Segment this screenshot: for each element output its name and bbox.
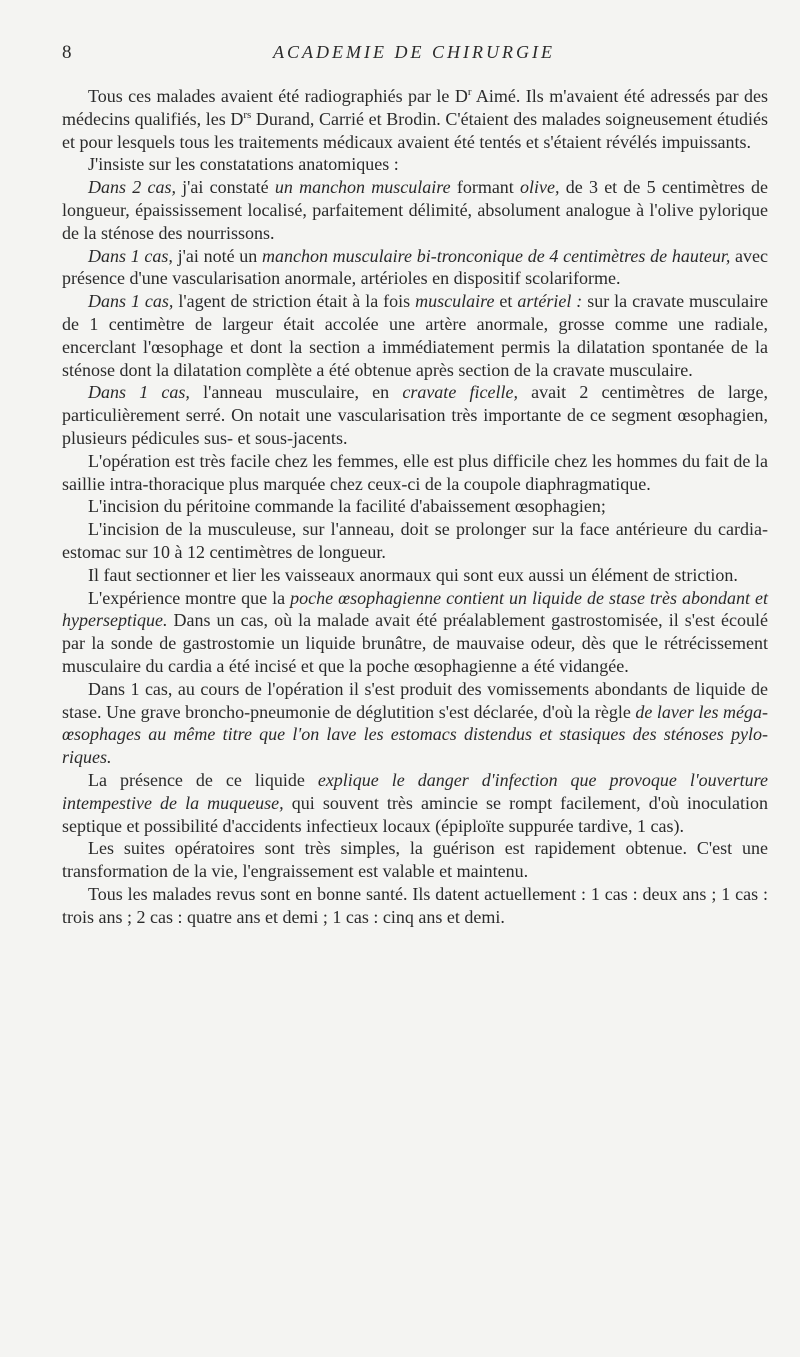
text-run: sur la cravate musculaire de 1 centimètre de largeur était accolée une artère anormale, grosse comme une radiale, encerclant l'œsophage et dont la section a immédiatement permis la dilatation spontanée de la sténose dont la dilatation complète a été obtenue après section de la cravate musculaire. [62,291,768,380]
text-run: de 3 et de 5 centimètres de longueur, épaississement localisé, parfaitement délimité, absolument analogue à l'olive pylorique de la sténose des nourrissons. [62,177,769,243]
text-run: avait 2 centimètres de large, particulièrement serré. On notait une vascularisation très importante de ce segment œsophagien, plusieurs pédicules sus- et sous-jacents. [62,382,769,448]
text-run: Il faut sectionner et lier les vaisseaux anormaux qui sont eux aussi un élément de striction. [88,564,738,585]
italic-text: olive, [520,177,560,198]
paragraph [62,564,768,587]
italic-text: de laver les méga-œsophages au même titre que l'on lave les estomacs distendus et stasiques des sténoses pyloriques. [62,701,768,768]
paragraph [62,381,768,449]
superscript-text: rs [243,108,252,121]
text-run: avec présence d'une vascularisation anormale, artérioles en dispositif scolariforme. [62,245,769,289]
text-run: Durand, Carrié et Brodin. C'étaient des malades soigneusement étudiés et pour lesquels tous les traitements médicaux avaient été tentés et s'étaient révélés impuissants. [62,108,768,152]
text-run: Dans un cas, où la malade avait été préalablement gastrostomisée, il s'est écoulé par la sonde de gastrostomie un liquide brunâtre, de mauvaise odeur, dès que le rétrécissement musculaire du cardia a été incisé et que la poche œsophagienne a été vidangée. [62,610,768,676]
italic-text: artériel : [517,291,583,312]
page-header [62,42,766,72]
text-run: l'agent de striction était à la fois [173,291,416,312]
text-run: qui souvent très amincie se rompt facilement, d'où inoculation septique et possibilité d'accidents infectieux locaux (épiploïte suppurée tardive, 1 cas). [62,792,768,836]
text-run: Dans 1 cas, au cours de l'opération il s'est produit des vomissements abondants de liquide de stase. Une grave broncho-pneumonie de déglutition s'est déclarée, d'où la règle [62,678,768,722]
paragraph [62,245,768,291]
text-run: Aimé. Ils m'avaient été adressés par des médecins qualifiés, les D [62,86,768,129]
paragraph [62,769,768,837]
text-run: j'ai constaté [175,177,275,198]
text-run: J'insiste sur les constatations anatomiques : [88,154,399,175]
paragraph [62,290,768,381]
paragraph [62,450,768,496]
paragraph [62,518,768,564]
text-run: L'incision de la musculeuse, sur l'anneau, doit se prolonger sur la face antérieure du cardia-estomac sur 10 à 12 centimètres de longueur. [62,519,768,562]
italic-text: poche œsophagienne contient un liquide de stase très abondant et hyperseptique. [62,587,768,631]
paragraph [62,883,768,929]
body-text [62,85,768,928]
italic-text: Dans 1 cas, [88,245,173,266]
italic-text: un manchon musculaire [274,177,451,198]
paragraph [62,176,768,244]
italic-text: musculaire [415,291,495,312]
italic-text: manchon musculaire bi-tronconique de 4 centimètres de hauteur, [261,245,731,266]
text-run: j'ai noté un [172,245,262,266]
text-run: L'incision du péritoine commande la facilité d'abaissement œsophagien; [88,496,606,517]
text-run: l'anneau musculaire, en [189,382,403,403]
text-run: La présence de ce liquide [88,769,318,790]
paragraph [62,587,768,678]
paragraph [62,837,768,883]
paragraph [62,495,768,518]
running-head: ACADEMIE DE CHIRURGIE [273,42,555,62]
italic-text: cravate ficelle, [402,382,518,403]
text-run: Tous ces malades avaient été radiographiés par le D [88,86,468,106]
page-number: 8 [62,42,72,63]
italic-text: explique le danger d'infection que provoque l'ouverture intempestive de la muqueuse, [62,769,768,813]
text-run: L'opération est très facile chez les femmes, elle est plus difficile chez les hommes du fait de la saillie intra-thoracique plus marquée chez ceux-ci de la coupole diaphragmatique. [62,450,768,494]
superscript-text: r [467,86,472,98]
text-run: Les suites opératoires sont très simples, la guérison est rapidement obtenue. C'est une transformation de la vie, l'engraissement est valable et maintenu. [62,838,768,882]
paragraph [62,678,768,769]
paragraph [62,153,768,176]
text-run: Tous les malades revus sont en bonne santé. Ils datent actuellement : 1 cas : deux ans ; 1 cas : trois ans ; 2 cas : quatre ans et demi ; 1 cas : cinq ans et demi. [62,883,768,927]
italic-text: Dans 1 cas, [88,382,190,403]
paragraph [62,85,768,153]
italic-text: Dans 1 cas, [88,291,174,312]
text-run: et [494,291,518,312]
text-run: L'expérience montre que la [88,587,291,608]
text-run: formant [450,177,521,198]
italic-text: Dans 2 cas, [88,177,176,198]
